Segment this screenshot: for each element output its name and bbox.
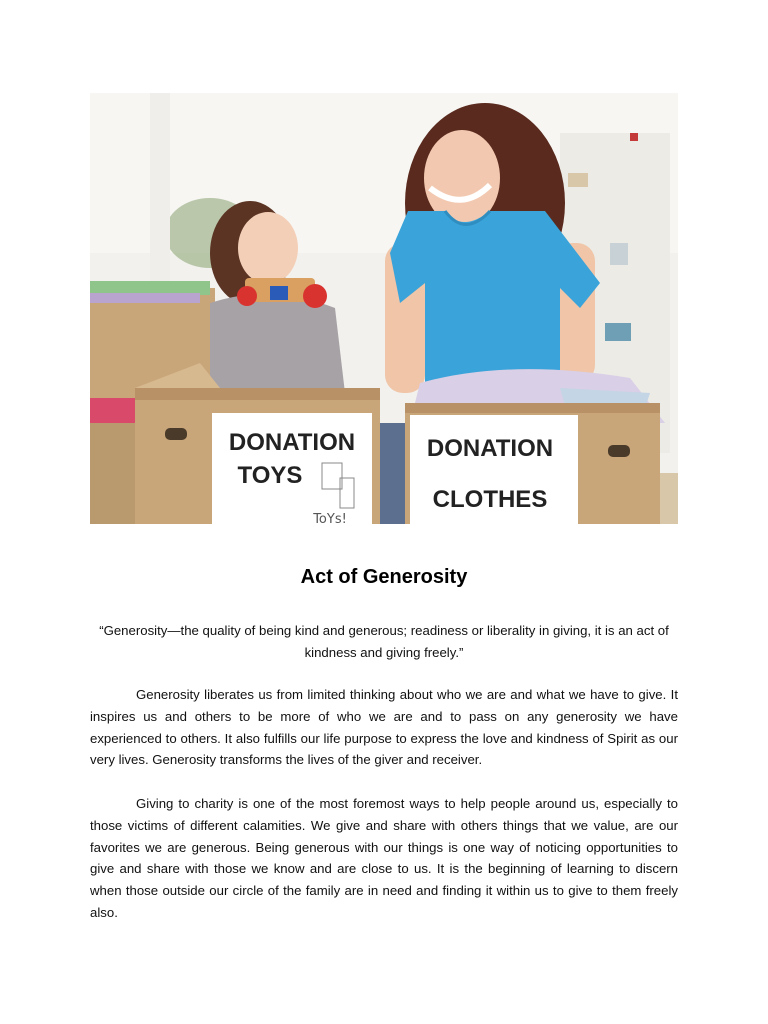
- definition-quote: “Generosity—the quality of being kind and generous; readiness or liberality in giving, it is an act of kindness and giving freely.”: [99, 623, 669, 660]
- page-title: Act of Generosity: [300, 566, 468, 588]
- right-box-label-line2: CLOTHES: [432, 486, 548, 513]
- left-box-scribble: ToYs!: [313, 512, 347, 524]
- right-box-label-line1: DONATION: [426, 435, 554, 462]
- left-box-label-line1: DONATION: [228, 429, 356, 456]
- donation-photo: [90, 93, 678, 524]
- paragraph-1: Generosity liberates us from limited thinking about who we are and what we have to give. It inspires us and others to be more of who we are and to pass on any generosity we have experienced to others. It also fulfills our life purpose to express the love and kindness of Spirit as our very lives. Generosity transforms the lives of the giver and receiver.: [90, 687, 678, 768]
- paragraph-2: Giving to charity is one of the most foremost ways to help people around us, especially to those victims of different calamities. We give and share with others things that we value, are our favorites we are generous. Being generous with our things is one way of noticing opportunities to give and share with those we know and are close to us. It is the beginning of learning to discern when those outside our circle of the family are in need and finding it within us to give to them freely also.: [90, 796, 678, 920]
- left-box-label-line2: TOYS: [237, 462, 303, 489]
